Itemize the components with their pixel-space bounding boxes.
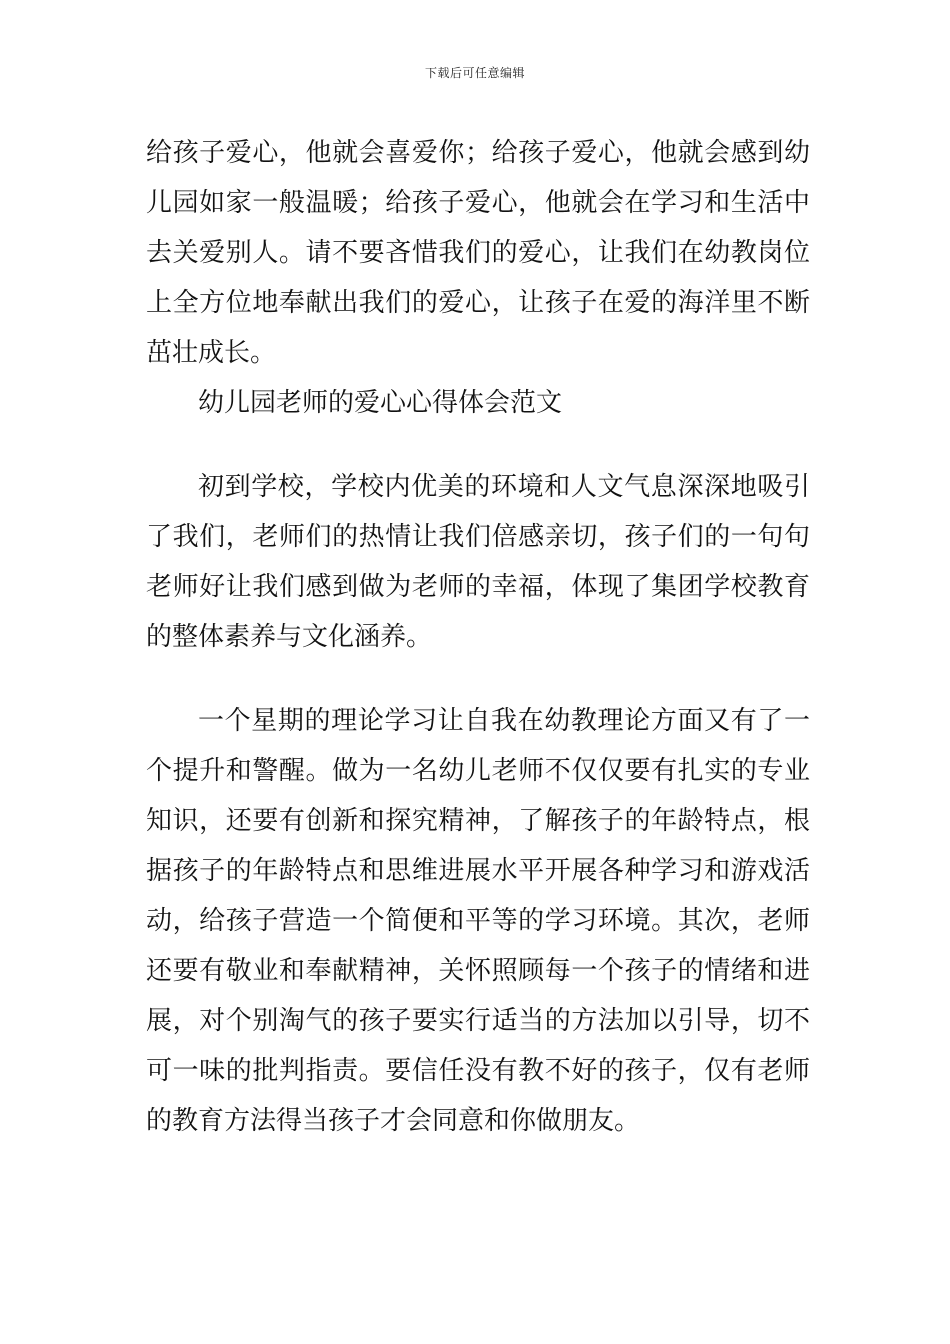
- section-heading: 幼儿园老师的爱心心得体会范文: [198, 388, 563, 418]
- paragraph-first-impression: 初到学校，学校内优美的环境和人文气息深深地吸引了我们，老师们的热情让我们倍感亲切，孩子们的一句句老师好让我们感到做为老师的幸福，体现了集团学校教育的整体素养与文化涵养。: [146, 472, 810, 652]
- paragraph-intro: 给孩子爱心，他就会喜爱你；给孩子爱心，他就会感到幼儿园如家一般温暖；给孩子爱心，他就会在学习和生活中去关爱别人。请不要吝惜我们的爱心，让我们在幼教岗位上全方位地奉献出我们的爱心，让孩子在爱的海洋里不断茁壮成长。: [146, 138, 810, 368]
- page-header-note: 下载后可任意编辑: [424, 66, 525, 80]
- document-body: [146, 128, 810, 1146]
- paragraph-theory-study: 一个星期的理论学习让自我在幼教理论方面又有了一个提升和警醒。做为一名幼儿老师不仅仅要有扎实的专业知识，还要有创新和探究精神，了解孩子的年龄特点，根据孩子的年龄特点和思维进展水平开展各种学习和游戏活动，给孩子营造一个简便和平等的学习环境。其次，老师还要有敬业和奉献精神，关怀照顾每一个孩子的情绪和进展，对个别淘气的孩子要实行适当的方法加以引导，切不可一味的批判指责。要信任没有教不好的孩子，仅有老师的教育方法得当孩子才会同意和你做朋友。: [146, 706, 810, 1136]
